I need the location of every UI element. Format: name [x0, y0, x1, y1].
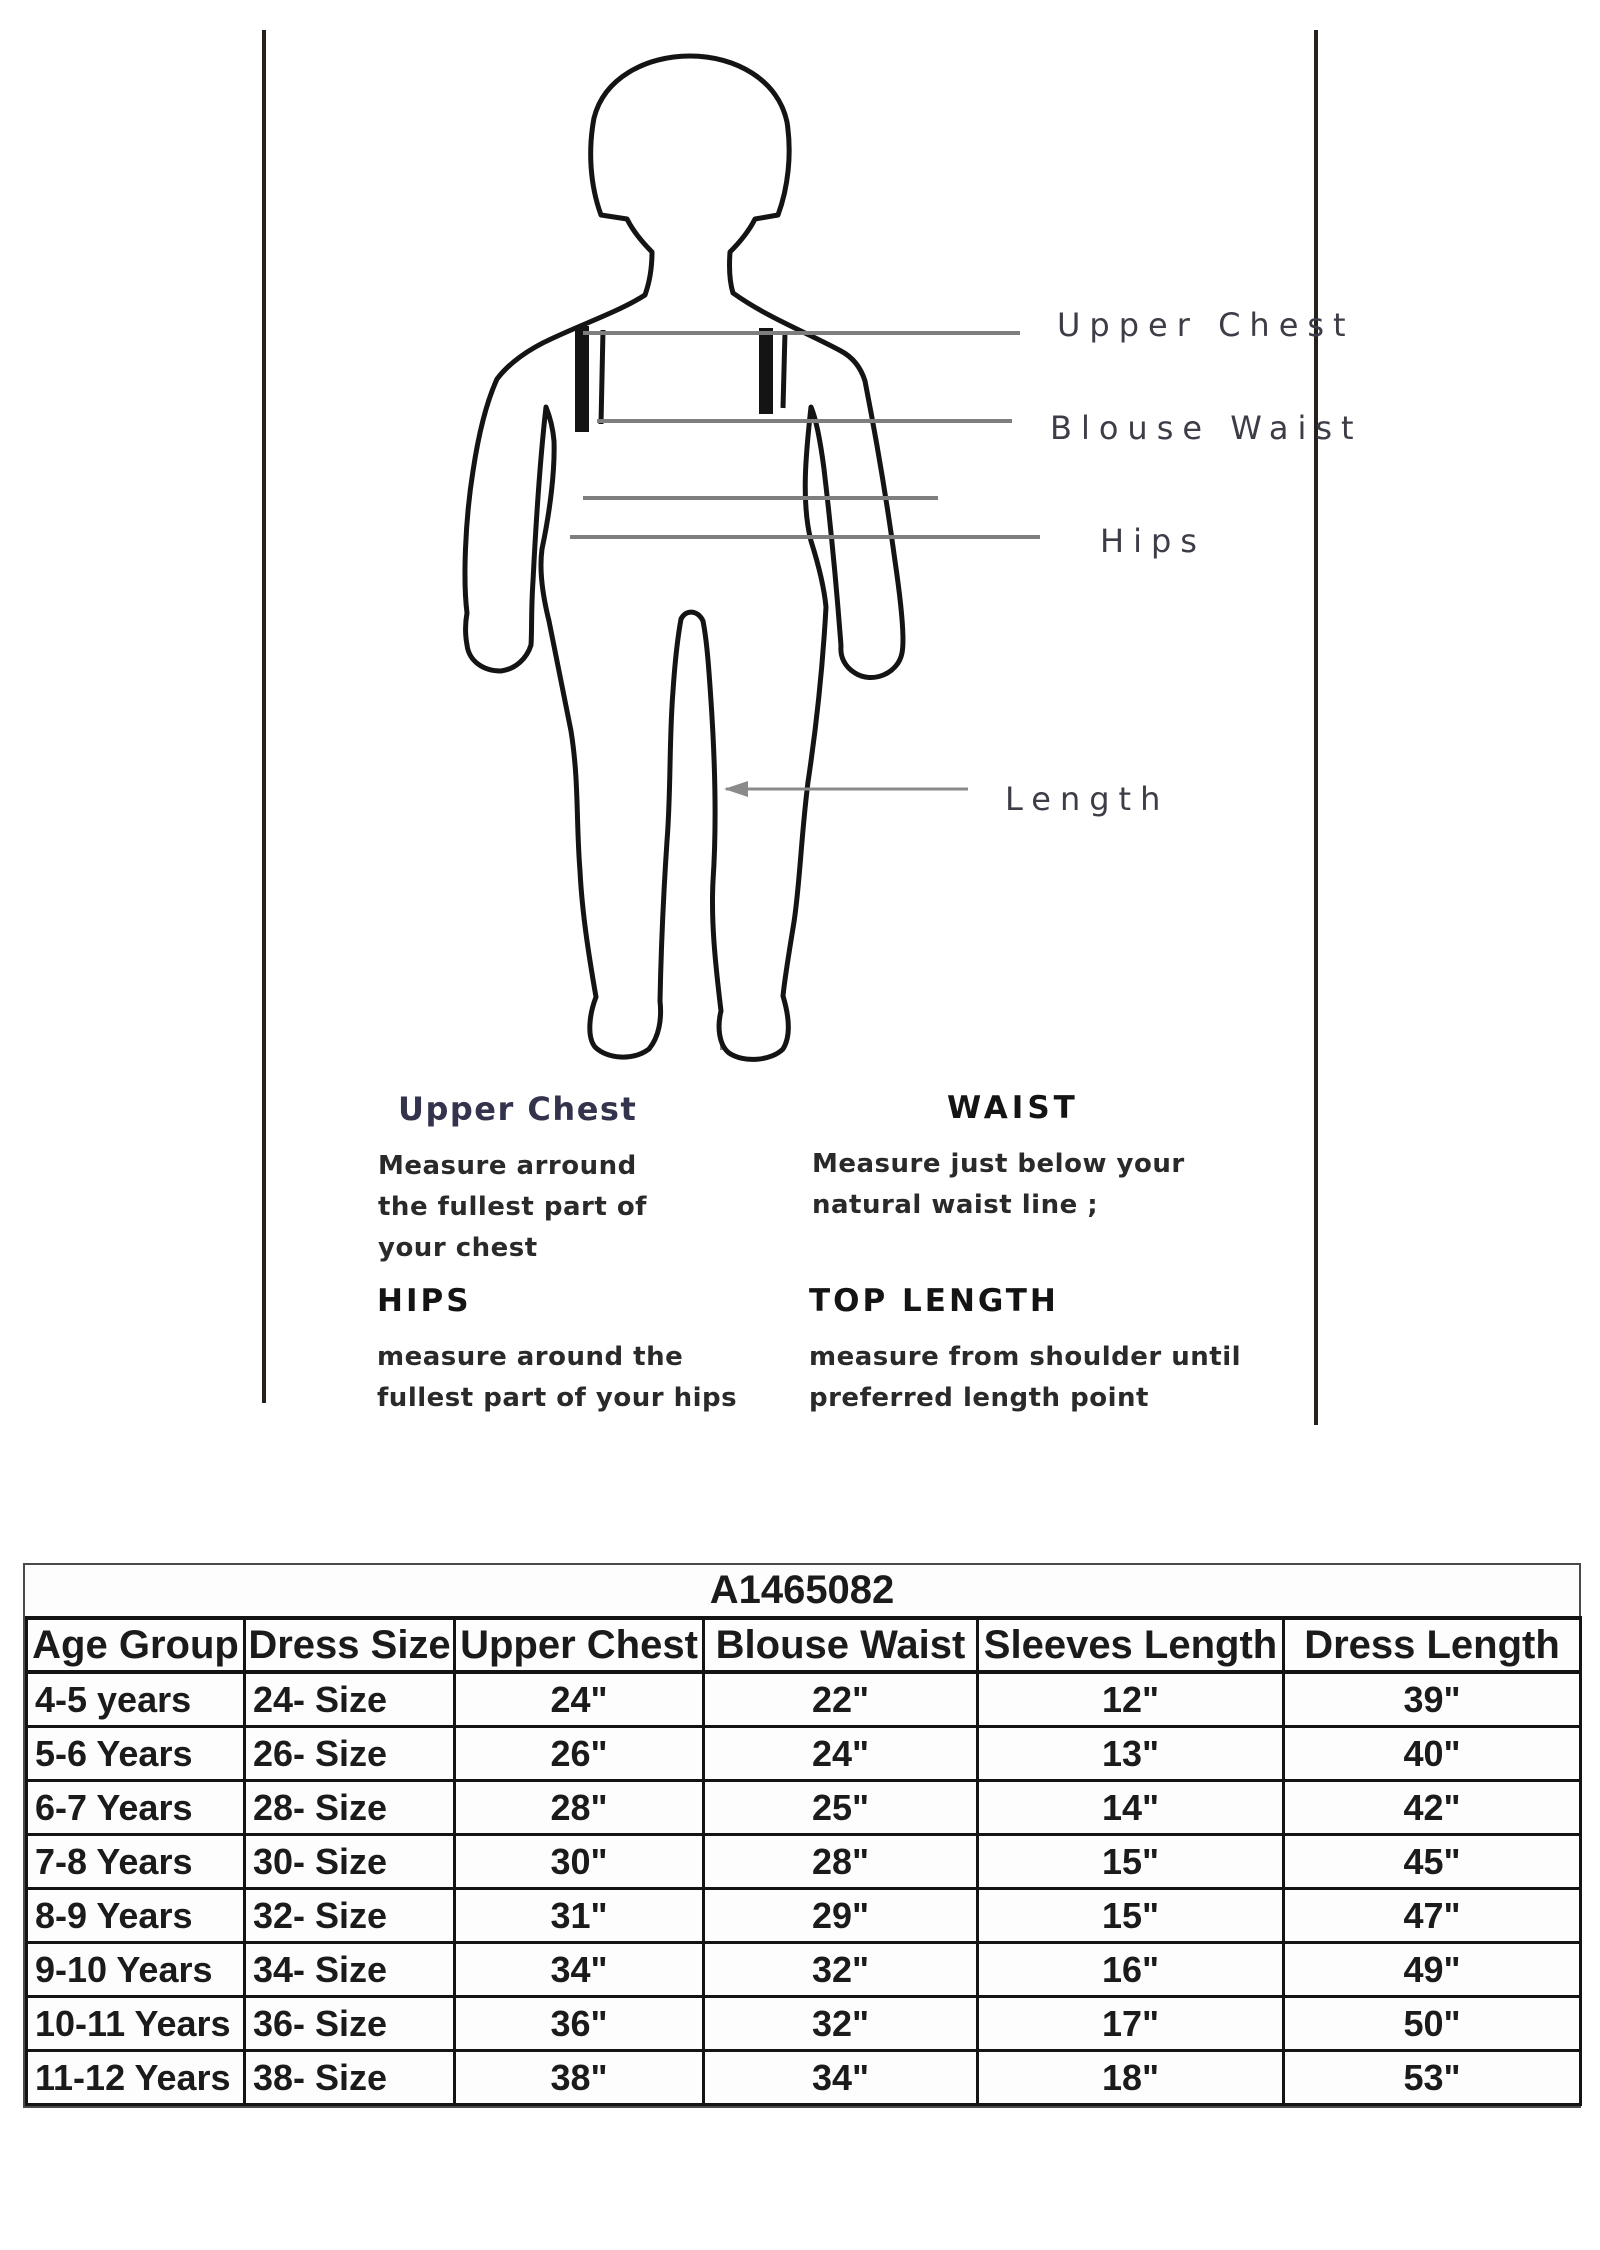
table-row — [27, 1943, 1581, 1997]
table-cell: 40" — [1284, 1727, 1581, 1781]
waist-guide-heading: WAIST — [947, 1090, 1079, 1126]
table-cell: 26" — [455, 1727, 704, 1781]
table-cell: 17" — [978, 1997, 1284, 2051]
guide-text-line: fullest part of your hips — [377, 1383, 738, 1413]
table-cell: 16" — [978, 1943, 1284, 1997]
table-row — [27, 1672, 1581, 1727]
guide-text-line: natural waist line ; — [812, 1190, 1099, 1220]
table-cell: 26- Size — [245, 1727, 455, 1781]
table-cell: 31" — [455, 1889, 704, 1943]
table-cell: 53" — [1284, 2051, 1581, 2105]
table-cell: 18" — [978, 2051, 1284, 2105]
table-row — [27, 1835, 1581, 1889]
hips-guide — [377, 1283, 737, 1419]
table-cell: 12" — [978, 1672, 1284, 1727]
table-cell: 6-7 Years — [27, 1781, 245, 1835]
table-cell: 32" — [704, 1943, 978, 1997]
upper-chest-label: Upper Chest — [1057, 306, 1355, 344]
table-cell: 45" — [1284, 1835, 1581, 1889]
table-cell: 36" — [455, 1997, 704, 2051]
table-cell: 29" — [704, 1889, 978, 1943]
table-cell: 8-9 Years — [27, 1889, 245, 1943]
table-cell: 14" — [978, 1781, 1284, 1835]
table-cell: 30- Size — [245, 1835, 455, 1889]
guide-text-line: preferred length point — [809, 1383, 1149, 1413]
table-row — [27, 1781, 1581, 1835]
guide-text-line: the fullest part of — [378, 1192, 647, 1222]
top-length-guide-heading: TOP LENGTH — [809, 1283, 1059, 1319]
guide-text-line: measure from shoulder until — [809, 1342, 1242, 1372]
table-row — [27, 1727, 1581, 1781]
table-cell: 4-5 years — [27, 1672, 245, 1727]
guide-text-line: your chest — [378, 1233, 538, 1263]
header-cell: Blouse Waist — [704, 1618, 978, 1672]
table-cell: 50" — [1284, 1997, 1581, 2051]
table-cell: 34" — [704, 2051, 978, 2105]
table-cell: 47" — [1284, 1889, 1581, 1943]
product-code-title: A1465082 — [709, 1568, 895, 1612]
upper-chest-guide-heading: Upper Chest — [398, 1090, 638, 1128]
guide-text-line: Measure arround — [378, 1151, 637, 1181]
table-cell: 32- Size — [245, 1889, 455, 1943]
header-cell: Dress Length — [1284, 1618, 1581, 1672]
table-row — [27, 1889, 1581, 1943]
table-cell: 24- Size — [245, 1672, 455, 1727]
table-cell: 36- Size — [245, 1997, 455, 2051]
body-outline — [465, 56, 903, 1059]
table-cell: 39" — [1284, 1672, 1581, 1727]
hips-label: Hips — [1100, 522, 1206, 560]
size-table-head — [27, 1618, 1581, 1672]
table-cell: 15" — [978, 1835, 1284, 1889]
header-cell: Upper Chest — [455, 1618, 704, 1672]
table-cell: 10-11 Years — [27, 1997, 245, 2051]
table-cell: 49" — [1284, 1943, 1581, 1997]
left-chest-strap-inner — [601, 330, 603, 424]
table-cell: 24" — [455, 1672, 704, 1727]
size-table-body — [27, 1672, 1581, 2105]
header-cell: Sleeves Length — [978, 1618, 1284, 1672]
header-cell: Age Group — [27, 1618, 245, 1672]
guide-text-line: Measure just below your — [812, 1149, 1185, 1179]
header-row — [27, 1618, 1581, 1672]
length-label: Length — [1005, 780, 1170, 818]
blouse-waist-label: Blouse Waist — [1050, 409, 1363, 447]
table-cell: 15" — [978, 1889, 1284, 1943]
hips-guide-heading: HIPS — [377, 1283, 472, 1319]
table-cell: 28" — [455, 1781, 704, 1835]
table-cell: 28" — [704, 1835, 978, 1889]
guide-text-line: measure around the — [377, 1342, 684, 1372]
size-table — [25, 1616, 1582, 2106]
size-table-panel — [23, 1563, 1581, 2108]
table-cell: 24" — [704, 1727, 978, 1781]
table-cell: 32" — [704, 1997, 978, 2051]
table-cell: 34" — [455, 1943, 704, 1997]
table-cell: 7-8 Years — [27, 1835, 245, 1889]
table-cell: 25" — [704, 1781, 978, 1835]
table-cell: 22" — [704, 1672, 978, 1727]
table-cell: 38" — [455, 2051, 704, 2105]
table-cell: 5-6 Years — [27, 1727, 245, 1781]
table-cell: 42" — [1284, 1781, 1581, 1835]
upper-chest-guide — [378, 1090, 647, 1269]
waist-guide — [812, 1090, 1185, 1226]
table-cell: 13" — [978, 1727, 1284, 1781]
table-cell: 28- Size — [245, 1781, 455, 1835]
table-cell: 30" — [455, 1835, 704, 1889]
top-length-guide — [809, 1283, 1241, 1419]
table-cell: 11-12 Years — [27, 2051, 245, 2105]
table-cell: 9-10 Years — [27, 1943, 245, 1997]
header-cell: Dress Size — [245, 1618, 455, 1672]
table-cell: 38- Size — [245, 2051, 455, 2105]
right-chest-strap-inner — [783, 332, 785, 408]
table-row — [27, 2051, 1581, 2105]
table-cell: 34- Size — [245, 1943, 455, 1997]
table-row — [27, 1997, 1581, 2051]
